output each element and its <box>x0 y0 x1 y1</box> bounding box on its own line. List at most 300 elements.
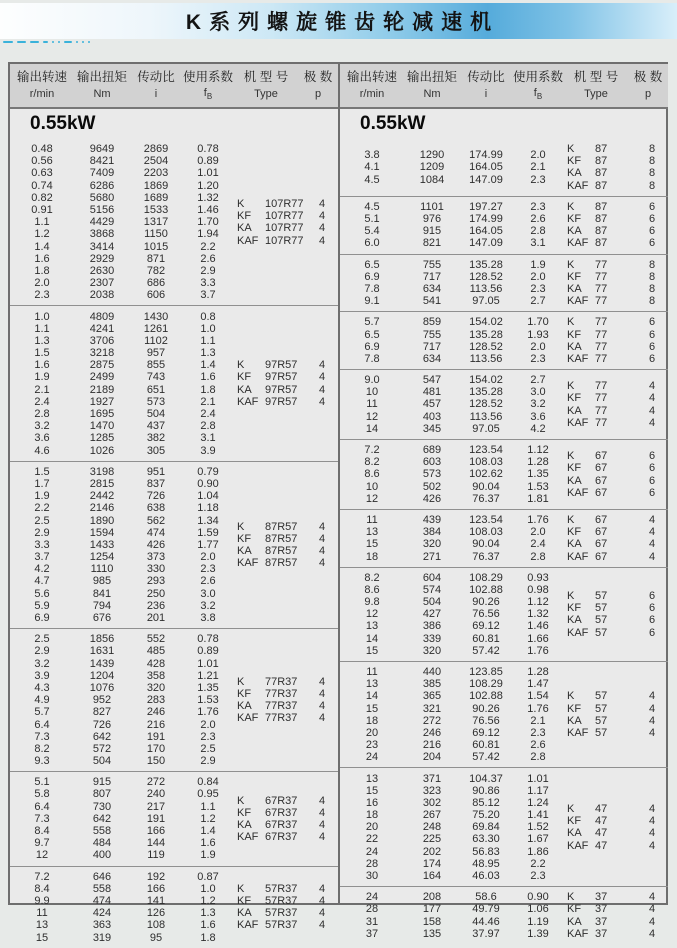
model-list <box>564 259 668 308</box>
model-prefix: K <box>237 520 245 533</box>
table-cell: 1.2 <box>34 228 50 241</box>
model-number: 77 <box>595 270 608 283</box>
model-number: 57R37 <box>265 919 298 932</box>
pole-count: 4 <box>318 222 326 235</box>
model-line <box>564 213 668 225</box>
table-cell: 1.28 <box>527 666 549 679</box>
model-number: 67R37 <box>265 831 298 844</box>
table-cell: 5680 <box>89 191 115 204</box>
table-cell: 16 <box>365 796 379 809</box>
table-cell: 1.06 <box>527 903 549 916</box>
table-cell: 1.53 <box>197 694 219 707</box>
table-cell: 7.2 <box>34 870 50 883</box>
table-cell: 0.79 <box>197 465 219 478</box>
table-cell: 2.8 <box>530 225 546 238</box>
table-cell: 141 <box>146 894 166 907</box>
table-cell: 90.26 <box>472 596 500 609</box>
table-cell: 37 <box>365 927 379 940</box>
table-cell: 1.47 <box>527 678 549 691</box>
table-cell: 7.8 <box>364 352 380 365</box>
table-cell: 37.97 <box>472 927 500 940</box>
table-row <box>10 871 234 883</box>
table-cell: 60.81 <box>472 739 500 752</box>
table-cell: 5.8 <box>34 788 50 801</box>
table-cell: 2.7 <box>530 374 546 387</box>
model-prefix: KA <box>237 907 252 920</box>
model-line <box>564 526 668 538</box>
pole-count: 4 <box>648 714 656 727</box>
pole-count: 8 <box>648 270 656 283</box>
header-output-speed <box>10 68 74 102</box>
pole-count: 4 <box>648 690 656 703</box>
table-cell: 2038 <box>89 289 115 302</box>
pole-count: 4 <box>648 827 656 840</box>
table-cell: 2.2 <box>34 502 50 515</box>
table-cell: 1.6 <box>34 359 50 372</box>
dashed-line-decoration <box>3 41 90 43</box>
table-cell: 426 <box>422 492 442 505</box>
header-label: 传动比 <box>137 70 175 85</box>
table-row <box>10 310 234 322</box>
pole-count: 8 <box>648 155 656 168</box>
table-row <box>340 846 564 858</box>
table-cell: 216 <box>422 739 442 752</box>
table-cell: 2.9 <box>34 526 50 539</box>
table-cell: 474 <box>92 894 112 907</box>
table-row <box>10 919 234 931</box>
table-row <box>10 384 234 396</box>
table-cell: 28 <box>365 857 379 870</box>
table-cell: 174.99 <box>469 213 503 226</box>
table-cell: 12 <box>365 608 379 621</box>
table-cell: 1433 <box>89 538 115 551</box>
model-number: 37 <box>595 903 608 916</box>
model-prefix: KF <box>567 155 582 168</box>
model-prefix: KF <box>237 371 252 384</box>
table-row <box>340 633 564 645</box>
model-line <box>564 487 668 499</box>
table-cell: 1.86 <box>527 845 549 858</box>
table-cell: 985 <box>92 575 112 588</box>
table-cell: 1.70 <box>197 216 219 229</box>
dash <box>82 41 84 43</box>
table-row <box>340 398 564 410</box>
model-number: 97R57 <box>265 359 298 372</box>
table-cell: 755 <box>422 258 442 271</box>
table-cell: 457 <box>422 398 442 411</box>
pole-count: 6 <box>648 316 656 329</box>
table-cell: 1.9 <box>34 490 50 503</box>
model-prefix: KA <box>567 167 582 180</box>
table-cell: 2.2 <box>200 240 216 253</box>
table-cell: 3.8 <box>200 612 216 625</box>
table-row <box>340 481 564 493</box>
table-cell: 217 <box>146 800 166 813</box>
model-line <box>564 237 668 249</box>
table-cell: 2.9 <box>200 264 216 277</box>
table-cell: 1.01 <box>197 167 219 180</box>
table-cell: 1533 <box>143 204 169 217</box>
model-number: 57 <box>595 590 608 602</box>
table-cell: 320 <box>422 538 442 551</box>
table-row <box>10 143 234 155</box>
dash <box>76 41 78 43</box>
table-row <box>340 620 564 632</box>
model-number: 107R77 <box>265 234 304 247</box>
model-prefix: KA <box>567 225 582 238</box>
table-cell: 0.48 <box>31 143 53 156</box>
table-row <box>340 538 564 550</box>
table-row <box>10 907 234 919</box>
table-cell: 13 <box>35 919 49 932</box>
table-cell: 3.1 <box>530 237 546 250</box>
data-rows <box>10 143 234 301</box>
dash <box>58 41 60 43</box>
table-cell: 2.4 <box>200 408 216 421</box>
table-row <box>10 323 234 335</box>
table-cell: 384 <box>422 526 442 539</box>
table-cell: 9.0 <box>364 374 380 387</box>
table-cell: 1.12 <box>527 444 549 457</box>
pole-count: 4 <box>648 815 656 828</box>
pole-count: 6 <box>648 462 656 475</box>
table-cell: 1.70 <box>527 316 549 329</box>
header-label: 机 型 号 <box>573 70 619 85</box>
pole-count: 4 <box>318 806 326 819</box>
table-cell: 123.85 <box>469 666 503 679</box>
table-row <box>340 928 564 940</box>
table-cell: 1.01 <box>527 772 549 785</box>
model-line <box>564 727 668 739</box>
model-line <box>564 283 668 295</box>
table-cell: 1.53 <box>527 480 549 493</box>
table-cell: 1.35 <box>197 681 219 694</box>
data-rows <box>10 466 234 624</box>
table-cell: 90.86 <box>472 784 500 797</box>
table-row <box>10 849 234 861</box>
table-row <box>340 213 564 225</box>
gear-spec-block <box>340 509 668 567</box>
pole-count: 6 <box>648 352 656 365</box>
table-cell: 1.4 <box>200 825 216 838</box>
table-cell: 267 <box>422 809 442 822</box>
model-list <box>564 201 668 250</box>
model-list <box>234 466 338 624</box>
table-cell: 604 <box>422 571 442 584</box>
table-cell: 915 <box>422 225 442 238</box>
model-prefix: KAF <box>567 927 589 940</box>
model-line <box>234 359 338 371</box>
table-cell: 7.2 <box>364 444 380 457</box>
table-cell: 191 <box>146 812 166 825</box>
pole-count: 8 <box>648 167 656 180</box>
table-cell: 63.30 <box>472 833 500 846</box>
table-cell: 1.9 <box>200 849 216 862</box>
model-prefix: KAF <box>237 919 259 932</box>
pole-count: 4 <box>318 545 326 557</box>
table-cell: 2.3 <box>530 726 546 739</box>
table-row <box>340 809 564 821</box>
table-cell: 4809 <box>89 310 115 323</box>
data-rows <box>10 310 234 456</box>
model-line <box>234 234 338 246</box>
table-cell: 358 <box>146 669 166 682</box>
model-number: 97R57 <box>265 395 298 408</box>
table-row <box>10 706 234 718</box>
model-prefix: KF <box>567 903 582 916</box>
table-cell: 1430 <box>143 310 169 323</box>
table-cell: 18 <box>365 550 379 563</box>
table-cell: 1.5 <box>34 347 50 360</box>
table-cell: 1.04 <box>197 490 219 503</box>
table-row <box>10 167 234 179</box>
table-cell: 1.46 <box>527 620 549 633</box>
pole-count: 4 <box>648 803 656 815</box>
model-number: 67R37 <box>265 818 298 831</box>
header-label: 输出转速 <box>16 70 67 85</box>
table-row <box>10 718 234 730</box>
table-cell: 24 <box>365 845 379 858</box>
table-cell: 9649 <box>89 143 115 156</box>
table-cell: 271 <box>422 550 442 563</box>
model-line <box>234 700 338 712</box>
gear-spec-block <box>340 254 668 312</box>
table-cell: 8.6 <box>364 468 380 481</box>
header-poles <box>628 68 668 102</box>
table-cell: 283 <box>146 694 166 707</box>
table-cell: 437 <box>146 420 166 433</box>
table-row <box>340 690 564 702</box>
table-cell: 558 <box>92 825 112 838</box>
model-prefix: KAF <box>237 557 259 570</box>
model-prefix: K <box>567 316 575 329</box>
table-cell: 1076 <box>89 681 115 694</box>
model-prefix: KF <box>567 602 582 615</box>
model-prefix: KA <box>567 915 582 928</box>
model-line <box>564 392 668 404</box>
model-number: 87 <box>595 167 608 180</box>
model-line <box>564 474 668 486</box>
table-cell: 20 <box>365 726 379 739</box>
table-cell: 108.03 <box>469 456 503 469</box>
table-row <box>10 788 234 800</box>
model-line <box>564 703 668 715</box>
model-number: 77R37 <box>265 688 298 701</box>
model-line <box>564 715 668 727</box>
table-cell: 1.6 <box>34 252 50 265</box>
table-cell: 2.8 <box>530 751 546 764</box>
table-row <box>340 584 564 596</box>
pole-count: 4 <box>318 831 326 844</box>
model-line <box>564 839 668 851</box>
table-cell: 2.6 <box>200 575 216 588</box>
table-row <box>10 228 234 240</box>
header-label: 输出转速 <box>346 70 397 85</box>
table-cell: 2.4 <box>34 395 50 408</box>
table-cell: 9.9 <box>34 894 50 907</box>
model-number: 57 <box>595 714 608 727</box>
pole-count: 8 <box>648 143 656 156</box>
table-cell: 135.28 <box>469 258 503 271</box>
table-row <box>10 408 234 420</box>
table-cell: 2.8 <box>34 408 50 421</box>
dash <box>52 41 54 43</box>
table-cell: 1.76 <box>527 513 549 526</box>
table-cell: 1.4 <box>200 359 216 372</box>
table-row <box>340 173 564 185</box>
table-cell: 7.8 <box>364 282 380 295</box>
pole-count: 4 <box>648 538 656 551</box>
table-cell: 4.2 <box>530 422 546 435</box>
model-line <box>234 557 338 569</box>
table-cell: 1209 <box>419 161 445 174</box>
table-cell: 638 <box>146 502 166 515</box>
model-number: 47 <box>595 827 608 840</box>
data-rows <box>340 143 564 192</box>
model-prefix: K <box>237 882 245 895</box>
table-cell: 1.76 <box>527 702 549 715</box>
table-cell: 841 <box>92 587 112 600</box>
model-line <box>234 521 338 533</box>
pole-count: 6 <box>648 626 656 639</box>
table-cell: 730 <box>92 800 112 813</box>
pole-count: 4 <box>318 688 326 701</box>
model-prefix: KA <box>237 818 252 831</box>
table-row <box>340 386 564 398</box>
header-unit: r/min <box>359 87 385 100</box>
table-row <box>10 813 234 825</box>
table-row <box>10 180 234 192</box>
model-number: 67 <box>595 486 608 499</box>
gear-spec-block <box>340 567 668 661</box>
table-cell: 5156 <box>89 204 115 217</box>
header-poles <box>298 68 338 102</box>
table-cell: 4.7 <box>34 575 50 588</box>
table-cell: 1.1 <box>200 334 216 347</box>
table-cell: 119 <box>147 849 165 862</box>
model-line <box>564 155 668 167</box>
pole-count: 6 <box>648 486 656 499</box>
header-label: 输出扭矩 <box>76 70 127 85</box>
model-list <box>564 572 668 657</box>
table-cell: 373 <box>146 551 166 564</box>
table-row <box>340 468 564 480</box>
table-row <box>340 772 564 784</box>
table-row <box>340 833 564 845</box>
model-line <box>564 602 668 614</box>
table-cell: 1.6 <box>200 919 216 932</box>
pole-count: 4 <box>318 197 326 210</box>
model-prefix: KA <box>237 222 252 235</box>
table-cell: 57.42 <box>472 751 500 764</box>
table-cell: 192 <box>146 870 166 883</box>
table-row <box>340 666 564 678</box>
table-cell: 166 <box>146 882 166 895</box>
table-cell: 1.21 <box>197 669 219 682</box>
gear-spec-block <box>340 369 668 439</box>
table-row <box>10 478 234 490</box>
model-line <box>234 807 338 819</box>
table-cell: 8.2 <box>364 571 380 584</box>
model-line <box>564 180 668 192</box>
spec-table-left <box>10 64 338 944</box>
table-cell: 951 <box>146 465 166 478</box>
table-row <box>340 645 564 657</box>
model-prefix: K <box>567 590 575 602</box>
table-cell: 558 <box>92 882 112 895</box>
header-label: 机 型 号 <box>243 70 289 85</box>
table-row <box>340 353 564 365</box>
table-cell: 4.1 <box>364 161 380 174</box>
pole-count: 6 <box>648 450 656 463</box>
table-cell: 216 <box>146 718 166 731</box>
model-number: 57 <box>595 602 608 615</box>
header-unit: Nm <box>93 87 111 100</box>
pole-count: 4 <box>318 532 326 545</box>
table-cell: 0.56 <box>31 155 53 168</box>
table-cell: 1.0 <box>34 310 50 323</box>
table-cell: 2.9 <box>200 755 216 768</box>
table-cell: 1594 <box>89 526 115 539</box>
dash <box>30 41 39 43</box>
pole-count: 4 <box>318 818 326 831</box>
pole-count: 4 <box>318 234 326 247</box>
table-cell: 547 <box>422 374 442 387</box>
table-cell: 782 <box>146 264 166 277</box>
table-cell: 646 <box>92 870 112 883</box>
pole-count: 4 <box>318 907 326 920</box>
table-cell: 2.1 <box>200 395 216 408</box>
table-cell: 11 <box>36 907 48 920</box>
model-list <box>564 444 668 505</box>
model-prefix: KA <box>567 538 582 551</box>
pole-count: 8 <box>648 258 656 271</box>
model-number: 47 <box>595 815 608 828</box>
model-line <box>234 396 338 408</box>
table-cell: 717 <box>422 270 442 283</box>
table-cell: 2.8 <box>200 420 216 433</box>
gear-spec-block <box>10 139 338 305</box>
table-cell: 634 <box>422 282 442 295</box>
table-cell: 2929 <box>89 252 115 265</box>
model-line <box>564 417 668 429</box>
table-cell: 9.7 <box>34 837 50 850</box>
table-cell: 5.1 <box>364 213 380 226</box>
model-list <box>564 514 668 563</box>
pole-count: 4 <box>648 839 656 852</box>
table-cell: 2.3 <box>200 730 216 743</box>
table-cell: 76.56 <box>472 714 500 727</box>
model-line <box>564 341 668 353</box>
table-cell: 1869 <box>143 179 169 192</box>
table-cell: 2.2 <box>530 857 546 870</box>
table-cell: 24 <box>365 891 379 904</box>
table-cell: 302 <box>422 796 442 809</box>
table-cell: 2.3 <box>530 870 546 883</box>
table-row <box>10 670 234 682</box>
table-cell: 1150 <box>144 228 168 241</box>
table-cell: 5.4 <box>364 225 380 238</box>
table-cell: 642 <box>92 730 112 743</box>
table-cell: 147.09 <box>469 173 503 186</box>
table-cell: 1.76 <box>527 644 549 657</box>
model-number: 37 <box>595 927 608 940</box>
model-number: 77 <box>595 328 608 341</box>
table-row <box>10 265 234 277</box>
table-row <box>10 277 234 289</box>
model-line <box>564 271 668 283</box>
table-cell: 1.24 <box>527 796 549 809</box>
